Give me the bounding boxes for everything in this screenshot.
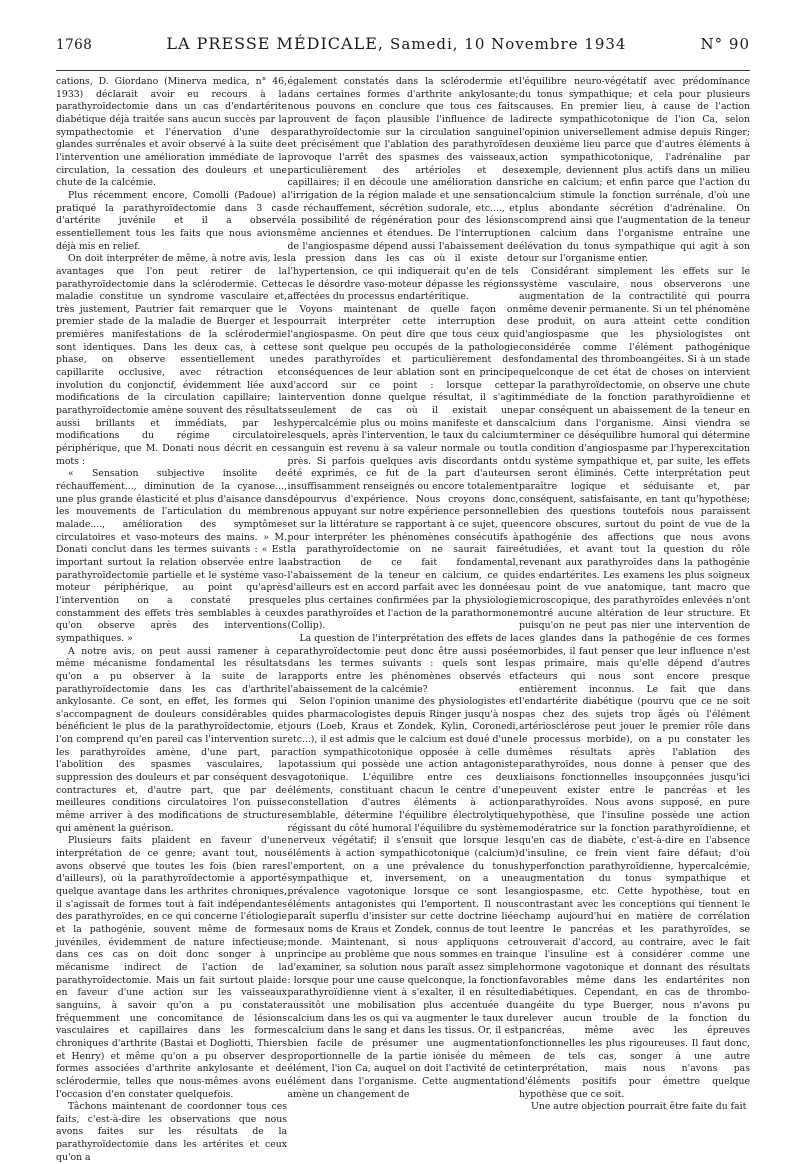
paragraph: Selon l'opinion unanime des physiologistes et des pharmacologistes depuis Ringer jusqu'à nos jours (Loeb, Kraus et Zondek, Kylin, Coronedi, etc...), il est admis que le calcium est doué d'une action sympathicotonique opposée à celle du potassium qui possède une action antagoniste vagotonique. L'équilibre entre ces deux éléments, constituant chacun le centre d'une constellation d'autres éléments à action semblable, détermine l'équilibre électrolytique régissant du côté humoral l'équilibre du système nerveux végétatif; il s'ensuit que lorsque les éléments à action sympathicotonique (calcium) l'emportent, on a une prévalence du tonus sympathique et, inversement, on a une prévalence vagotonique lorsque ce sont les éléments antagonistes qui l'emportent. Il nous paraît superflu d'insister sur cette doctrine liée aux noms de Kraus et Zondek, connus de tout le monde. Maintenant, si nous appliquons ce principe au problème que nous sommes en train d'examiner, sa solution nous paraît assez simple : lorsque pour une cause quelconque, la fonction parathyroïdienne vient à s'exalter, il en résulte aussitôt une mobilisation plus accentuée du calcium dans les os qui va augmenter le taux du calcium dans le sang et dans les tissus. Or, il est bien facile de présumer une augmentation proportionnelle de la partie ionisée du même élément, l'ion Ca, auquel on doit l'activité de cet élément dans l'organisme. Cette augmentation amène un changement de bbox=[287, 696, 519, 1100]
paragraph: « Sensation subjective insolite de réchauffement..., diminution de la cyanose..., une plus grande élasticité et plus d'aisance dans les mouvements de l'articulation du membre malade...., amélioration des symptômes circulatoires et vaso-moteurs des mains. » M. Donati conclut dans les termes suivants : « Est important surtout la relation observée entre la parathyroïdectomie partielle et le système vaso-moteur périphérique, au point qu'après l'intervention on a constaté presque constamment des effets très semblables à ceux qu'on observe après des interventions sympathiques. » bbox=[56, 468, 287, 644]
paragraph: Tâchons maintenant de coordonner tous ces faits, c'est-à-dire les observations que nous avons faites sur les résultats de la parathyroïdectomie dans les artérites et ceux qu'on a bbox=[56, 1101, 287, 1163]
journal-title: LA PRESSE MÉDICALE, bbox=[166, 34, 384, 53]
issue-date: Samedi, 10 Novembre 1934 bbox=[390, 35, 627, 53]
paragraph: Considérant simplement les effets sur le système vasculaire, nous observerons une augmentation de la contractilité qui pourra même devenir permanente. Si un tel phénomène se produit, on aura atteint cette condition d'angiospasme que les physiologistes ont considérée comme l'élément pathogénique fondamental des thromboangéites. Si à un stade quelconque de cet état de choses on intervient par la parathyroïdectomie, on observe une chute immédiate de la fonction parathyroïdienne et par conséquent un abaissement de la teneur en calcium dans l'organisme. Ainsi viendra se terminer ce déséquilibre humoral qui détermine la condition d'angiospasme par l'hyperexcitation du système sympathique et, par suite, les effets en seront éliminés. Cette interprétation peut paraître logique et séduisante et, par conséquent, satisfaisante, en tant qu'hypothèse; bien des questions toutefois nous paraissent encore obscures, surtout du point de vue de la pathogénie des affections que nous avons étudiées, et avant tout la question du rôle revenant aux parathyroïdes dans la pathogénie des endartérites. Les examens les plus soigneux au point de vue anatomique, tant macro que microscopique, des parathyroïdes enlevées n'ont montré aucune altération de leur structure. Et puisqu'on ne peut pas nier une intervention de ces glandes dans la pathogénie de ces formes morbides, il faut penser que leur influence n'est pas primaire, mais qu'elle dépend d'autres facteurs qui nous sont encore presque entièrement inconnus. Le fait que dans l'endartérite diabétique (pourvu que ce ne soit pas chez des sujets trop âgés où l'élément artériosclérose peut jouer le premier rôle dans le processus morbide), on a pu constater les mêmes résultats après l'ablation des parathyroïdes, nous donne à penser que des liaisons fonctionnelles insoupçonnées jusqu'ici peuvent exister entre le pancréas et les parathyroïdes. Nous avons supposé, en pure hypothèse, que l'insuline possède une action modératrice sur la fonction parathyroïdienne, et qu'en cas de diabète, c'est-à-dire en l'absence d'insuline, ce frein vient faire défaut; d'où hyperfonction parathyroïdienne, hypercalcémie, augmentation du tonus sympathique et angiospasme, etc. Cette hypothèse, tout en contrastant avec les conceptions qui tiennent le champ aujourd'hui en matière de corrélation entre le pancréas et les parathyroïdes, se trouverait d'accord, au contraire, avec le fait que l'insuline est à considérer comme une hormone vagotonique et donnant des résultats favorables même dans les endartérites non diabétiques. Cependant, en cas de thrombo-angéite du type Buerger, nous n'avons pu relever aucun trouble de la fonction du pancréas, même avec les épreuves fonctionnelles les plus rigoureuses. Il faut donc, en de tels cas, songer à une autre interprétation, mais nous n'avons pas d'éléments positifs pour émettre quelque hypothèse que ce soit. bbox=[519, 265, 750, 1100]
column-3 bbox=[519, 76, 750, 1113]
journal-masthead bbox=[92, 34, 700, 53]
paragraph: On doit interpréter de même, à notre avis, les avantages que l'on peut retirer de la parathyroïdectomie dans la sclérodermie. Cette maladie constitue un syndrome vasculaire et, très justement, Pautrier fait remarquer que le premier stade de la maladie de Buerger et les premières manifestations de la sclérodermie sont identiques. Dans les deux cas, à cette phase, on observe essentiellement une capillarite occlusive, avec rétraction et involution du conjonctif, évidemment liée aux modifications de la circulation capillaire; la parathyroïdectomie amène souvent des résultats aussi brillants et immédiats, par les modifications du régime circulatoire périphérique, que M. Donati nous décrit en ces mots : bbox=[56, 253, 287, 467]
page-header bbox=[56, 34, 750, 70]
article-body bbox=[56, 76, 750, 1163]
paragraph: également constatés dans la sclérodermie et dans certaines formes d'arthrite ankylosante; nous pouvons en conclure que tous ces faits prouvent de façon plausible l'influence de la parathyroïdectomie sur la circulation sanguine et précisément que l'ablation des parathyroïdes provoque l'arrêt des spasmes des vaisseaux, particulièrement des artérioles et des capillaires; il en découle une amélioration dans l'irrigation de la région malade et une sensation de réchauffement, sécrétion sudorale, etc...., et la possibilité de régénération pour des lésions même anciennes et étendues. De l'interruption de l'angiospasme dépend aussi l'abaissement de la pression dans les cas où il existe de l'hypertension, ce qui indiquerait qu'en de tels cas le désordre vaso-moteur dépasse les régions affectées du processus endartéritique. bbox=[287, 76, 519, 303]
column-1 bbox=[56, 76, 287, 1163]
paragraph: cations, D. Giordano (Minerva medica, n° 46, 1933) déclarait avoir eu recours à la parathyroïdectomie dans un cas d'endartérite diabétique déjà traitée sans aucun succès par la sympathectomie et l'énervation d'une des glandes surrénales et avoir observé à la suite de l'intervention une amélioration immédiate de la circulation, la cessation des douleurs et une chute de la calcémie. bbox=[56, 76, 287, 189]
paragraph: A notre avis, on peut aussi ramener à ce même mécanisme fondamental les résultats qu'on a pu observer à la suite de la parathyroïdectomie dans les cas d'arthrite ankylosante. Ce sont, en effet, les formes qui s'accompagnent de douleurs considérables qui bénéficient le plus de la parathyroïdectomie, et l'on comprend qu'en pareil cas l'intervention sur les parathyroïdes amène, d'une part, par l'abolition des spasmes vasculaires, la suppression des douleurs et par conséquent des contractures et, d'autre part, que par de meilleures conditions circulatoires l'on puisse même arriver à des modifications de structure qui amènent la guérison. bbox=[56, 645, 287, 834]
paragraph: Une autre objection pourrait être faite du fait bbox=[531, 1101, 747, 1113]
issue-number: N° 90 bbox=[700, 35, 750, 53]
paragraph: Plusieurs faits plaident en faveur d'une interprétation de ce genre; avant tout, nous avons observé que toutes les fois (bien rares d'ailleurs), où la parathyroïdectomie a apporté quelque avantage dans les arthrites chroniques, il s'agissait de formes tout à fait indépendantes des parathyroïdes, en ce qui concerne l'étiologie et la pathogénie, souvent même de formes juvéniles, évidemment de nature infectieuse; dans ces cas on doit donc songer à un mécanisme indirect de l'action de la parathyroïdectomie. Mais un fait surtout plaide en faveur d'une action sur les vaisseaux sanguins, à savoir qu'on a pu constater fréquemment une concomitance de lésions vasculaires et capillaires dans les formes chroniques d'arthrite (Bastai et Dogliotti, Thiers et Henry) et même qu'on a pu observer des formes associées d'arthrite ankylosante et de sclérodermie, telles que nous-mêmes avons eu l'occasion d'en constater quelquefois. bbox=[56, 835, 287, 1100]
paragraph: l'équilibre neuro-végétatif avec prédominance du tonus sympathique; et cela pour plusieurs causes. En premier lieu, à cause de l'action directe sympathicotonique de l'ion Ca, selon l'opinion universellement admise depuis Ringer; en deuxième lieu parce que d'autres éléments à action sympathicotonique, l'adrénaline par exemple, deviennent plus actifs dans un milieu riche en calcium; et enfin parce que l'action du calcium stimule la fonction surrénale, d'où une plus abondante sécrétion d'adrénaline. On comprend ainsi que l'augmentation de la teneur en calcium dans l'organisme entraîne une élévation du tonus sympathique qui agit à son tour sur l'organisme entier. bbox=[519, 76, 750, 265]
paragraph: Plus récemment encore, Comolli (Padoue) a pratiqué la parathyroïdectomie dans 3 cas d'artérite juvénile et il a observé essentiellement tous les faits que nous avions déjà mis en relief. bbox=[56, 189, 287, 252]
page-number: 1768 bbox=[56, 37, 93, 53]
header-rule bbox=[56, 70, 750, 71]
paragraph: La question de l'interprétation des effets de la parathyroïdectomie peut donc être aussi posée dans les termes suivants : quels sont les rapports entre les phénomènes observés et l'abaissement de la calcémie? bbox=[287, 632, 519, 695]
paragraph: Voyons maintenant de quelle façon on pourrait interpréter cette interruption de l'angiospasme. On peut dire que tous ceux qui se sont quelque peu occupés de la pathologie des parathyroïdes et particulièrement des conséquences de leur ablation sont en principe d'accord sur ce point : lorsque cette intervention donne quelque résultat, il s'agit seulement de cas où il existait une hypercalcémie plus ou moins manifeste et dans lesquels, après l'intervention, le taux du calcium sanguin est revenu à sa valeur normale ou tout près. Si parfois quelques avis discordants ont été exprimés, ce fut de la part d'auteurs insuffisamment renseignés ou encore totalement dépourvus d'expérience. Nous croyons donc, nous appuyant sur notre expérience personnelle et sur la littérature se rapportant à ce sujet, que pour interpréter les phénomènes consécutifs à la parathyroïdectomie on ne saurait faire abstraction de ce fait fondamental, l'abaissement de la teneur en calcium, ce qui d'ailleurs est en accord parfait avec les données les plus certaines confirmées par la physiologie des parathyroïdes et l'action de la parathormone (Collip). bbox=[287, 303, 519, 632]
column-2 bbox=[287, 76, 519, 1100]
